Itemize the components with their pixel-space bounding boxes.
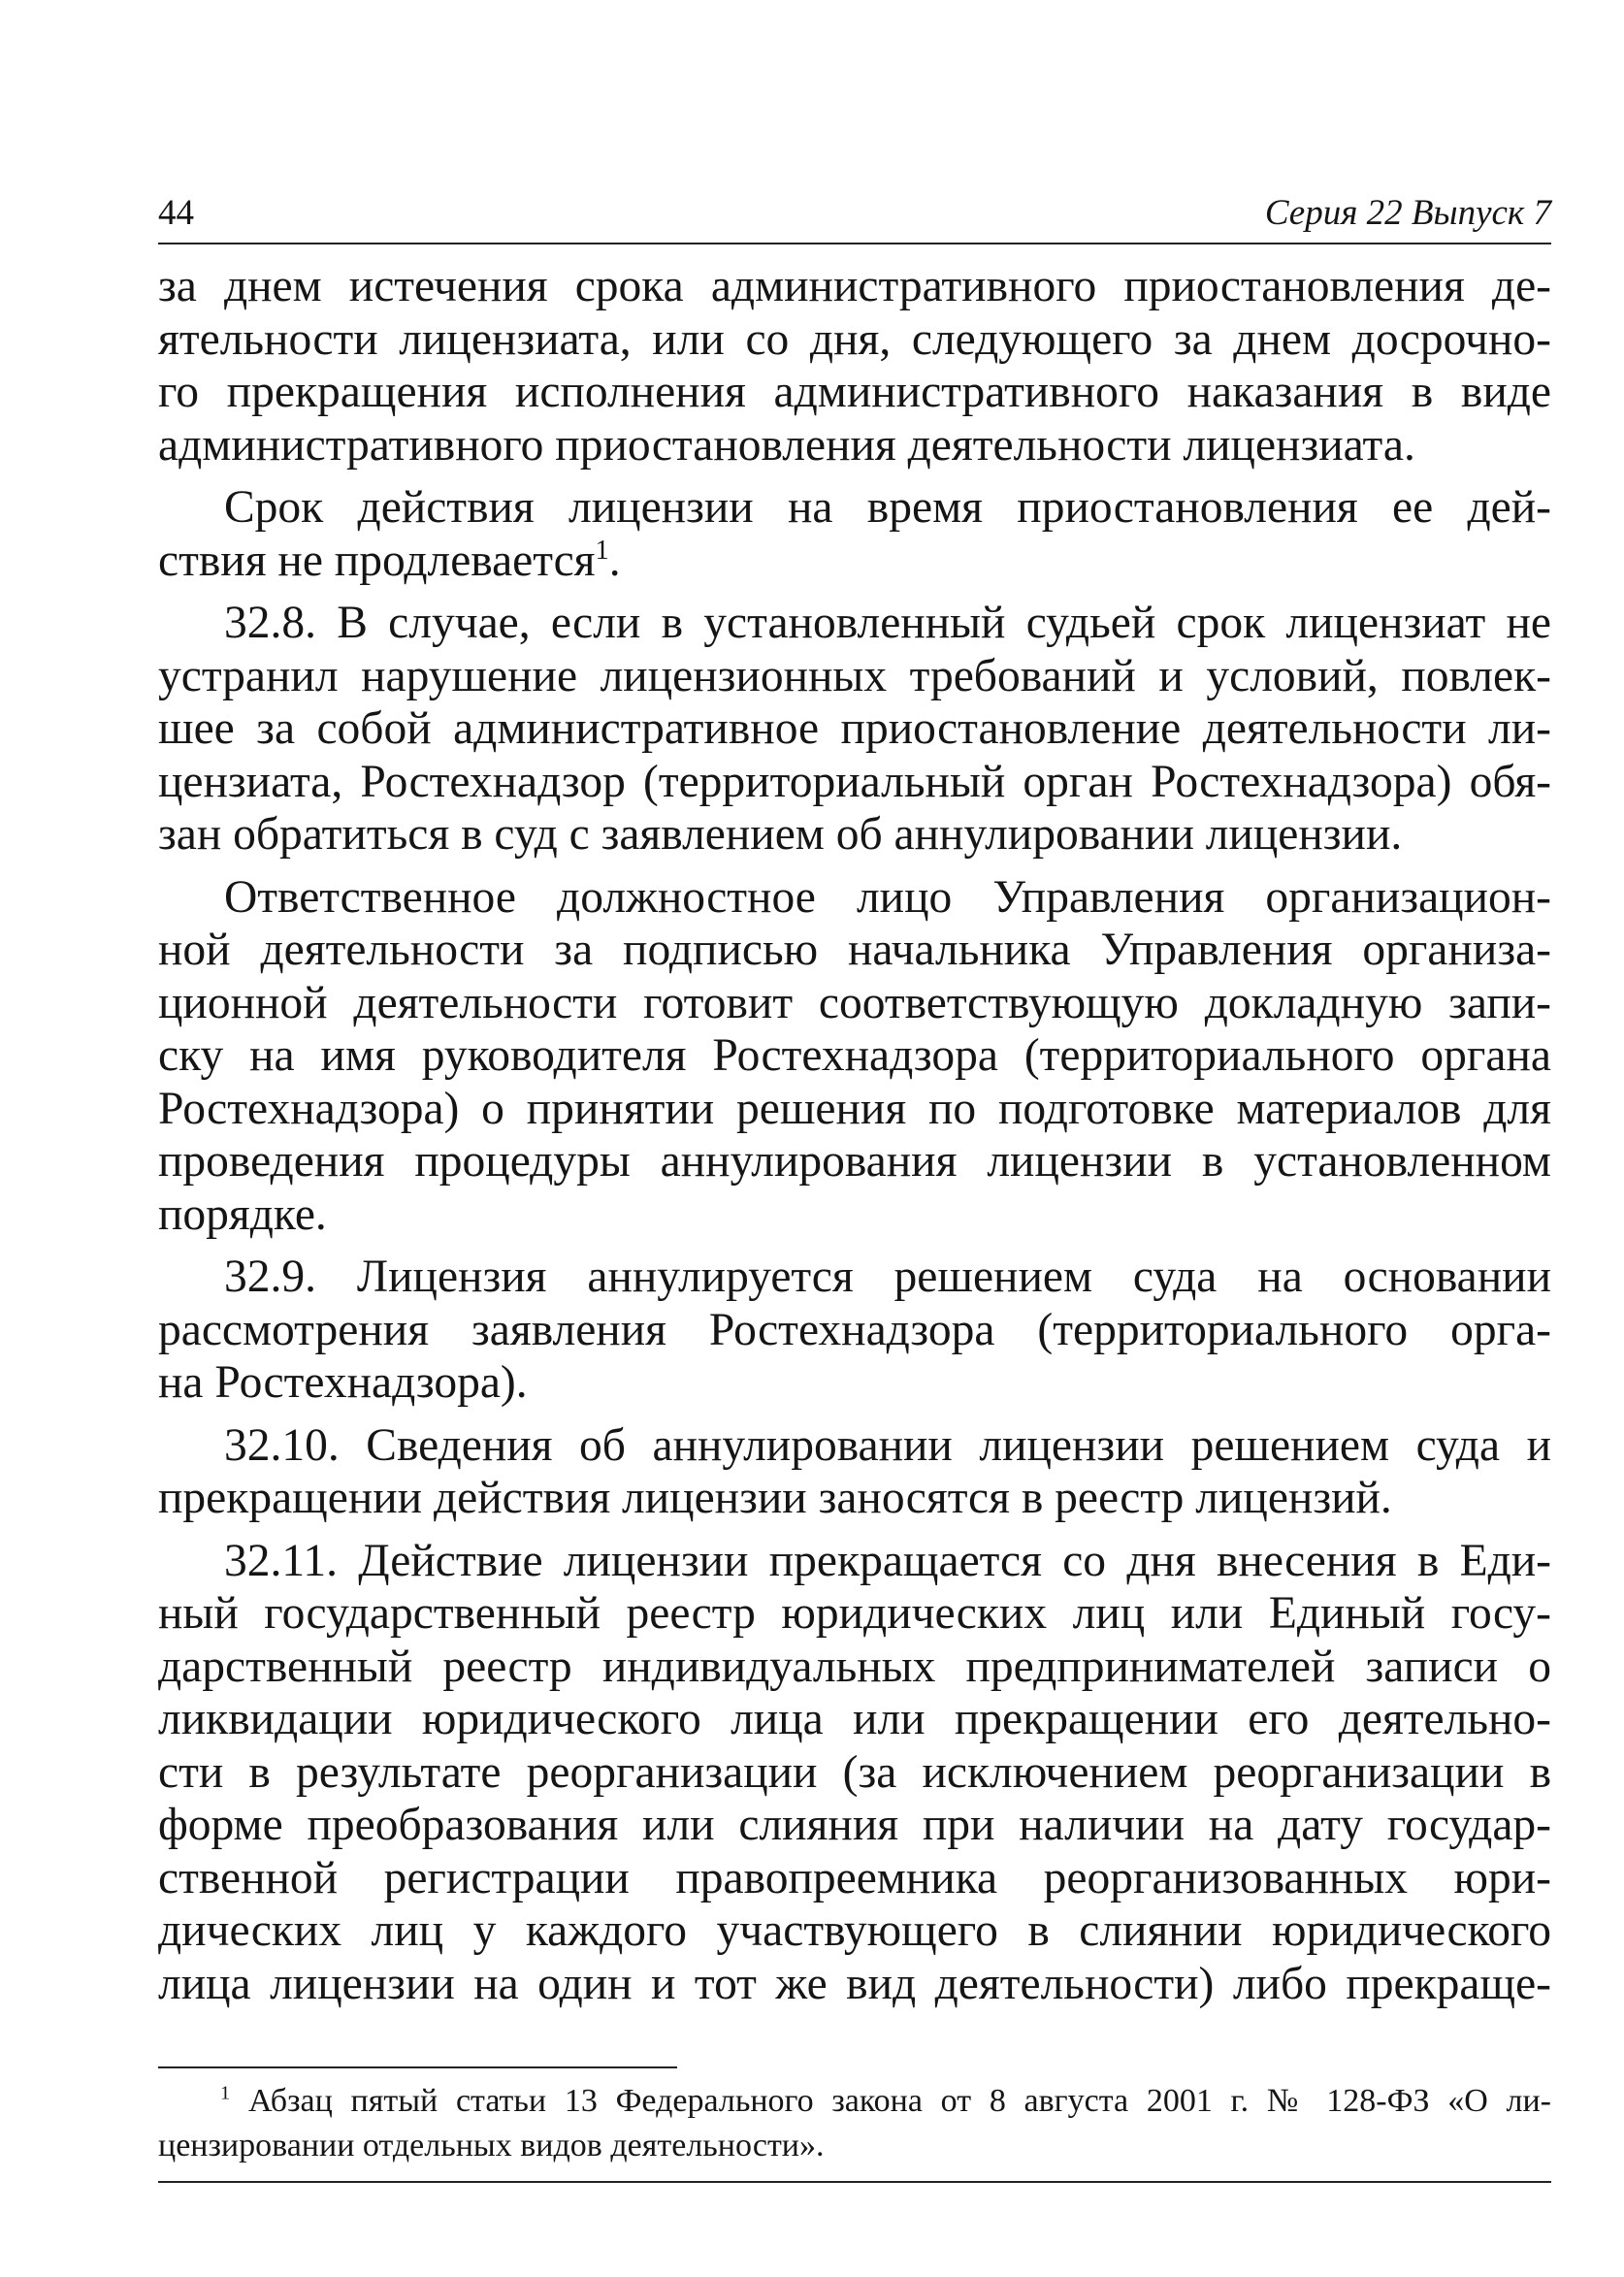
text-line: ственной регистрации правопреемника реорганизованных юри-: [158, 1852, 1551, 1903]
text-line: 32.8. В случае, если в установленный судьей срок лицензиат не: [224, 598, 1551, 648]
footnote-marker: 1: [220, 2082, 231, 2104]
text-line: [158, 535, 1551, 588]
footnote-reference[interactable]: 1: [595, 535, 609, 566]
body-text: [158, 260, 1551, 2020]
text-line: ный государственный реестр юридических лиц или Единый госу-: [158, 1588, 1551, 1639]
text-line: сти в результате реорганизации (за исключением реорганизации в: [158, 1746, 1551, 1798]
footnote-separator: [158, 2066, 677, 2068]
footnote-text: Абзац пятый статьи 13 Федерального закона от 8 августа 2001 г. № 128-ФЗ «О ли-: [247, 2083, 1551, 2119]
text-line: форме преобразования или слияния при наличии на дату государ-: [158, 1800, 1551, 1850]
text-line: 32.10. Сведения об аннулировании лицензии решением суда и: [224, 1419, 1551, 1471]
sentence-end: .: [608, 535, 621, 586]
text-line: Ответственное должностное лицо Управления организацион-: [224, 871, 1551, 923]
text-line: порядке.: [158, 1188, 327, 1240]
text-line: прекращении действия лицензии заносятся в реестр лицензий.: [158, 1473, 1392, 1523]
paragraph-32-11: [158, 1535, 1551, 2011]
text-line: го прекращения исполнения административного наказания в виде: [158, 367, 1551, 417]
text-line-content: ствия не продлевается: [158, 535, 596, 586]
paragraph-license-term: [158, 481, 1551, 587]
text-line: рассмотрения заявления Ростехнадзора (территориального орга-: [158, 1304, 1551, 1355]
text-line: Ростехнадзора) о принятии решения по подготовке материалов для: [158, 1083, 1551, 1134]
text-line: устранил нарушение лицензионных требований и условий, повлек-: [158, 650, 1551, 701]
page-number: 44: [158, 193, 194, 233]
paragraph-32-9: [158, 1251, 1551, 1410]
text-line: ной деятельности за подписью начальника Управления организа-: [158, 925, 1551, 975]
text-line: ционной деятельности готовит соответствующую докладную запи-: [158, 977, 1551, 1028]
text-line: лица лицензии на один и тот же вид деятельности) либо прекраще-: [158, 1958, 1551, 2009]
text-line: ску на имя руководителя Ростехнадзора (территориального органа: [158, 1030, 1551, 1081]
text-line: дических лиц у каждого участвующего в слиянии юридического: [158, 1905, 1551, 1956]
text-line: дарственный реестр индивидуальных предпринимателей записи о: [158, 1641, 1551, 1692]
paragraph-32-10: [158, 1419, 1551, 1525]
text-line: 32.9. Лицензия аннулируется решением суда на основании: [224, 1252, 1551, 1302]
text-line: административного приостановления деятельности лицензиата.: [158, 419, 1415, 471]
text-line: Срок действия лицензии на время приостановления ее дей-: [224, 482, 1551, 533]
text-line: цензиата, Ростехнадзор (территориальный орган Ростехнадзора) обя-: [158, 756, 1551, 807]
footnote-line: цензировании отдельных видов деятельности».: [158, 2128, 825, 2163]
footnote-line: [158, 2079, 1551, 2124]
running-title: Серия 22 Выпуск 7: [1264, 193, 1551, 233]
text-line: зан обратиться в суд с заявлением об аннулировании лицензии.: [158, 809, 1403, 860]
text-line: ятельности лицензиата, или со дня, следующего за днем досрочно-: [158, 313, 1551, 365]
paragraph-responsible-official: [158, 871, 1551, 1242]
bottom-rule: [158, 2181, 1551, 2183]
page-header: [158, 192, 1551, 244]
text-line: 32.11. Действие лицензии прекращается со дня внесения в Еди-: [224, 1535, 1551, 1586]
text-line: на Ростехнадзора).: [158, 1357, 528, 1408]
text-line: ликвидации юридического лица или прекращении его деятельно-: [158, 1694, 1551, 1744]
text-line: за днем истечения срока административного приостановления де-: [158, 261, 1551, 311]
text-line: проведения процедуры аннулирования лицензии в установленном: [158, 1136, 1551, 1187]
paragraph-continuation: [158, 260, 1551, 472]
paragraph-32-8: [158, 597, 1551, 862]
footnote: [158, 2079, 1551, 2168]
header-rule: [158, 243, 1551, 244]
text-line: шее за собой административное приостановление деятельности ли-: [158, 703, 1551, 754]
